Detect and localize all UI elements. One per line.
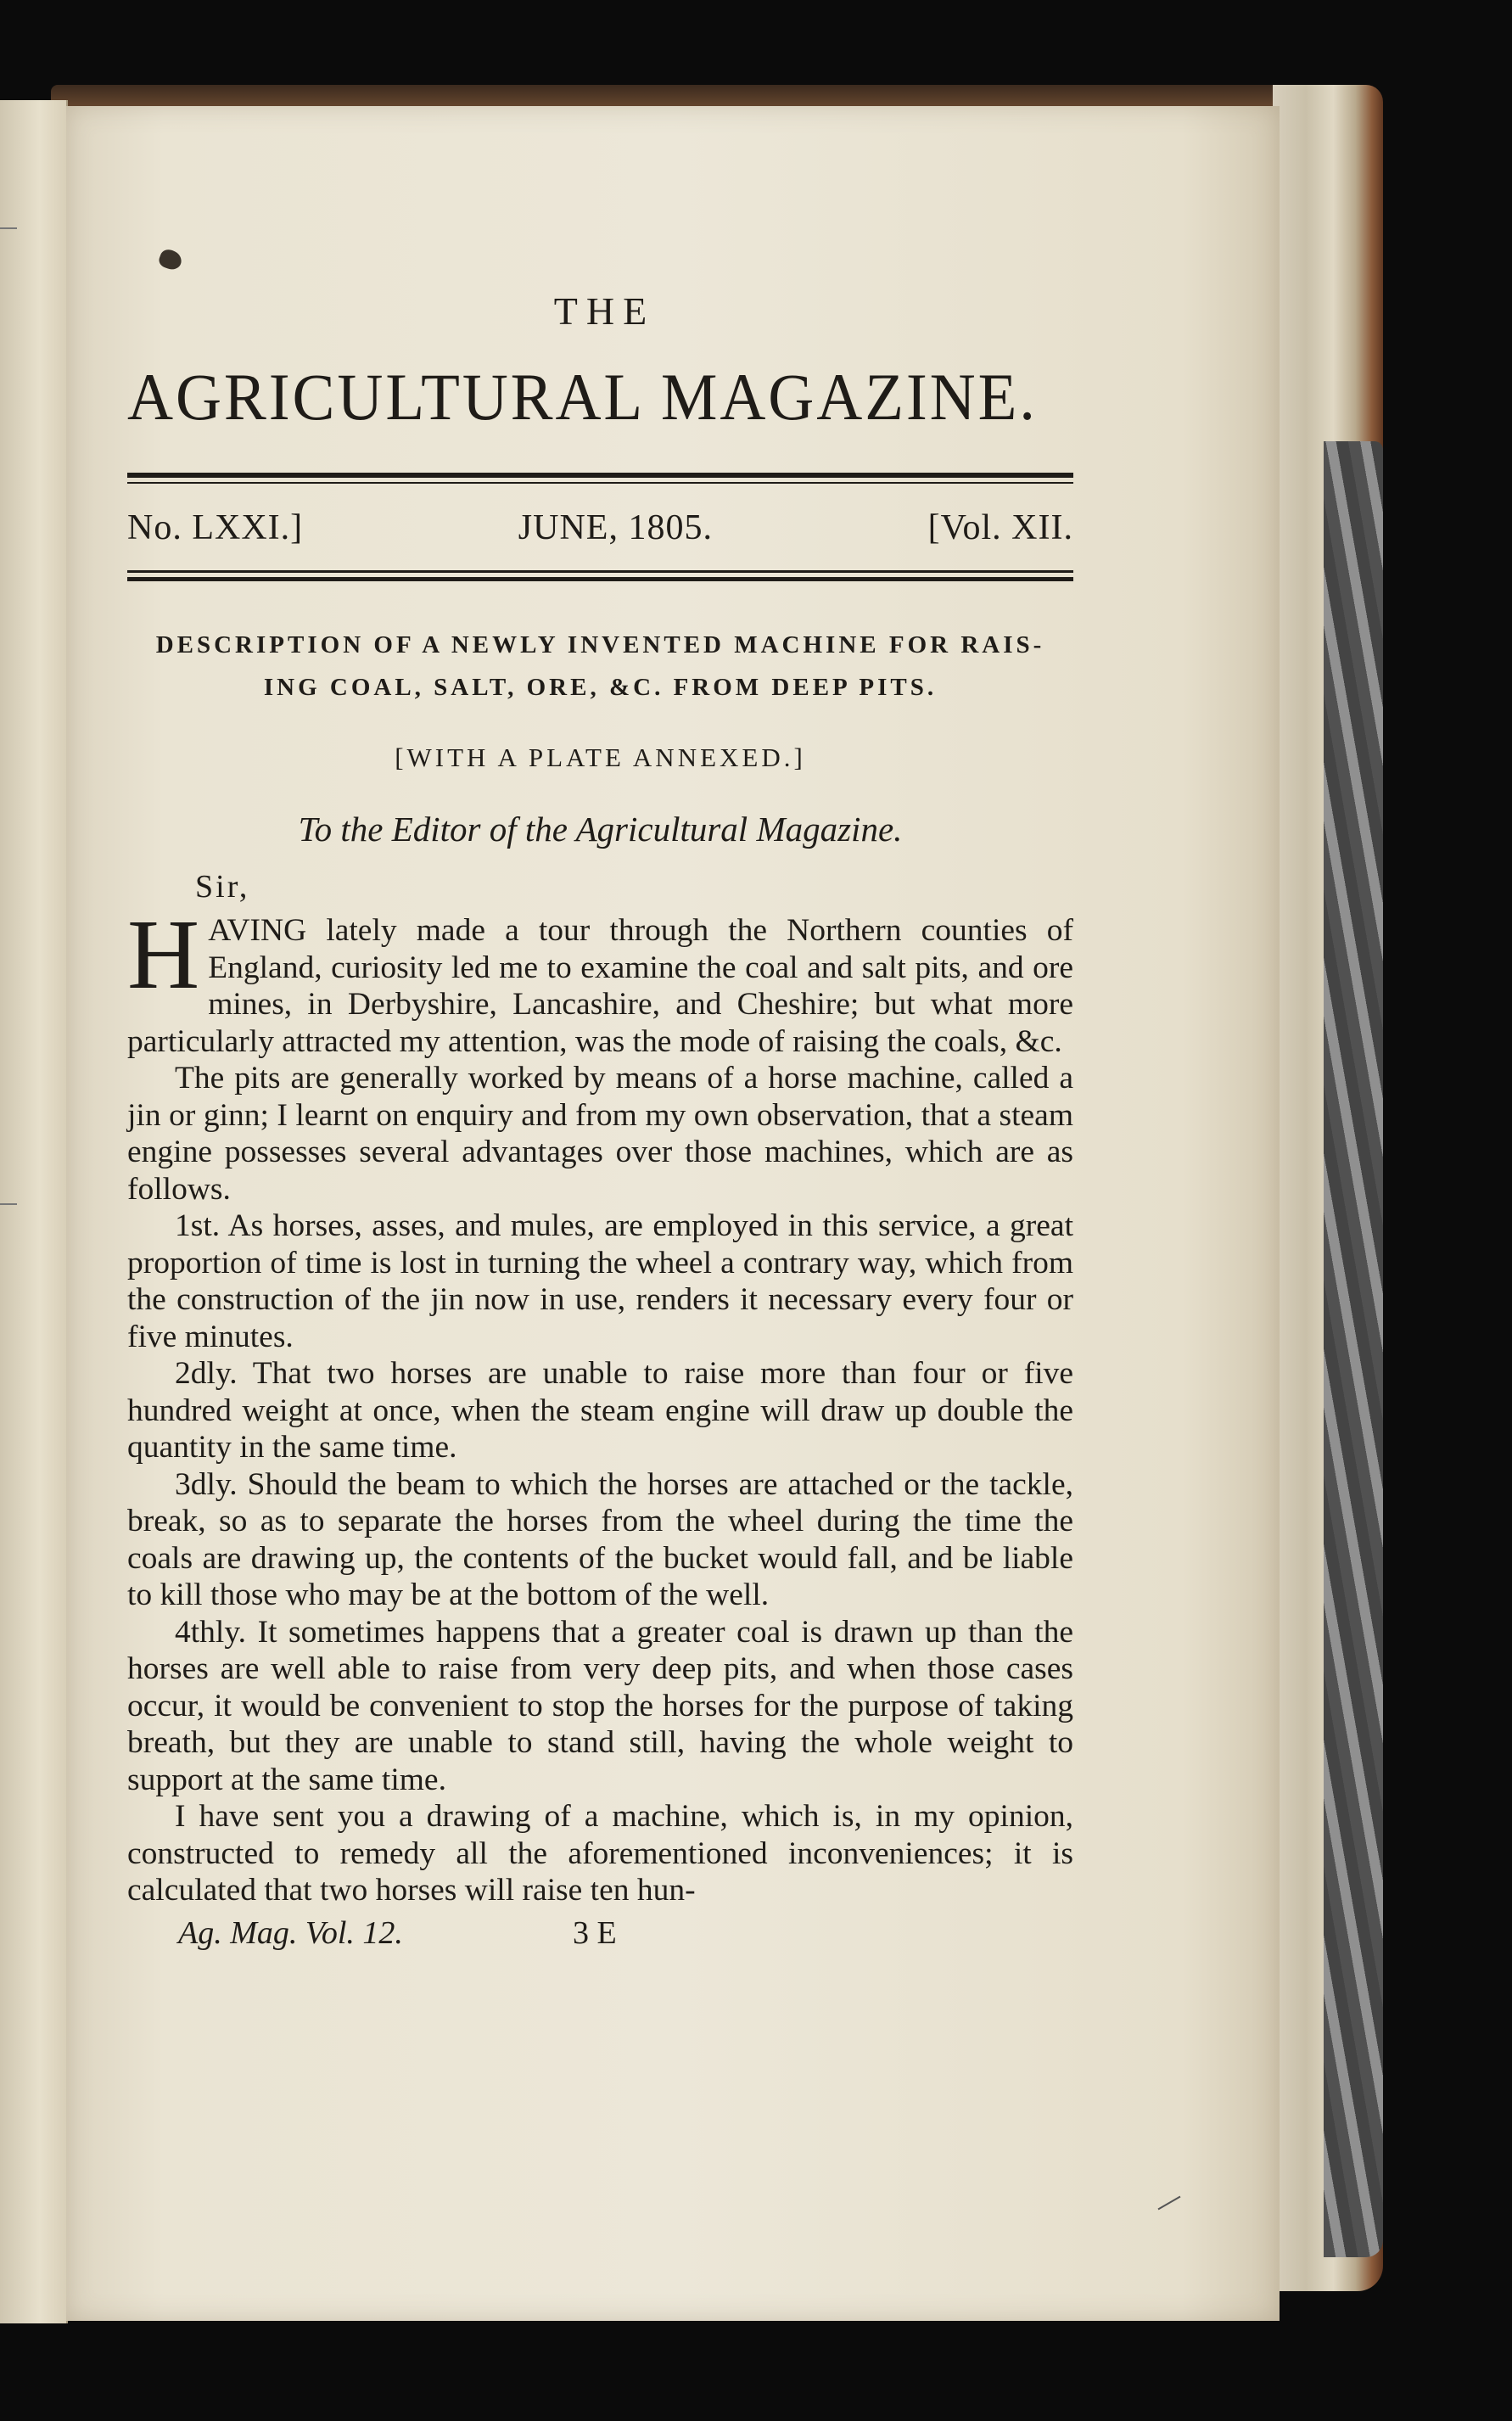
headline-line: DESCRIPTION OF A NEWLY INVENTED MACHINE FOR RAIS- — [155, 631, 1045, 658]
issue-volume: [Vol. XII. — [927, 508, 1073, 547]
drop-cap: H — [127, 899, 200, 1010]
plate-note: [WITH A PLATE ANNEXED.] — [395, 743, 806, 772]
rule-thin — [127, 482, 1073, 484]
page-content — [127, 289, 1073, 1952]
paragraph: 2dly. That two horses are unable to raise more than four or five hundred weight at once, when the steam engine will draw up double the quantity in the same time. — [127, 1356, 1073, 1465]
issue-line — [127, 507, 1073, 548]
paragraph: The pits are generally worked by means of a horse machine, called a jin or ginn; I learnt on enquiry and from my own observation, that a steam engine possesses several advantages over those machines, which are as follows. — [127, 1061, 1073, 1207]
paragraph: I have sent you a drawing of a machine, which is, in my opinion, constructed to remedy all the aforementioned inconveniences; it is calculated that two horses will raise ten hun- — [127, 1799, 1073, 1908]
rule-thick — [127, 473, 1073, 478]
paragraph: 3dly. Should the beam to which the horses are attached or the tackle, break, so as to separate the horses from the wheel during the time the coals are drawing up, the contents of the bucket would fall, and be liable to kill those who may be at the bottom of the well. — [127, 1466, 1073, 1612]
paragraph: 4thly. It sometimes happens that a greater coal is drawn up than the horses are well able to raise from very deep pits, and when those cases occur, it would be convenient to stop the horses for the purpose of taking breath, but they are unable to stand still, having the whole weight to support at the same time. — [127, 1614, 1073, 1797]
article-headline — [127, 624, 1073, 709]
marbled-cover — [1324, 441, 1383, 2257]
ink-blot — [157, 247, 184, 272]
paragraph: 1st. As horses, asses, and mules, are employed in this service, a great proportion of time is lost in turning the wheel a contrary way, which from the construction of the jin now in use, renders it necessary every four or five minutes. — [127, 1208, 1073, 1354]
page-footer — [127, 1914, 1073, 1952]
issue-number: No. LXXI.] — [127, 508, 304, 547]
signature-mark: Ag. Mag. Vol. 12. — [178, 1914, 403, 1951]
gathering-mark: 3 E — [572, 1914, 617, 1951]
margin-mark — [0, 227, 17, 229]
magazine-title: AGRICULTURAL MAGAZINE. — [127, 360, 1038, 434]
masthead-article: THE — [553, 289, 656, 333]
rule-thin-lower — [127, 570, 1073, 573]
paragraph-text: AVING lately made a tour through the Northern counties of England, curiosity led me to examine the coal and salt pits, and ore mines, in Derbyshire, Lancashire, and Cheshire; but what more particularly attracted my attention, was the mode of raising the coals, &c. — [127, 913, 1073, 1059]
facing-page — [0, 100, 68, 2323]
issue-date: JUNE, 1805. — [518, 508, 713, 547]
margin-mark — [0, 1203, 17, 1205]
headline-line: ING COAL, SALT, ORE, &C. FROM DEEP PITS. — [263, 674, 938, 701]
paragraph — [127, 899, 1073, 1060]
rule-thick-lower — [127, 577, 1073, 581]
pencil-mark — [1158, 2196, 1181, 2211]
salutation: Sir, — [195, 869, 250, 905]
letter-address: To the Editor of the Agricultural Magazine. — [298, 810, 903, 849]
